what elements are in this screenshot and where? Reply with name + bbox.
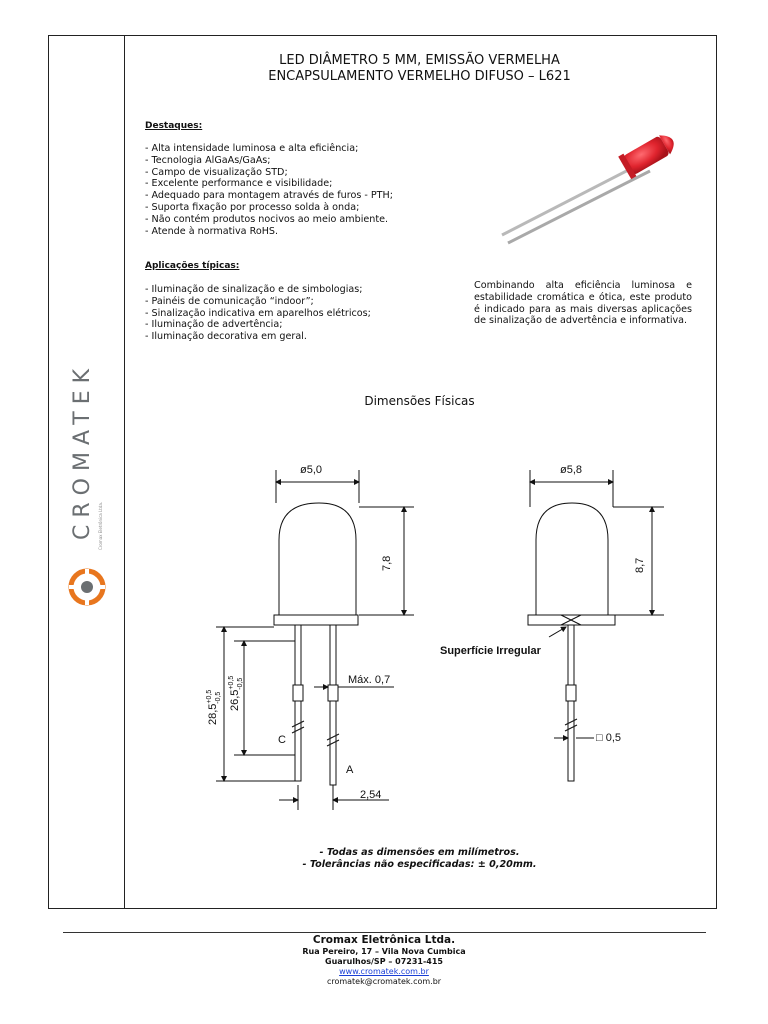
footer-address-1: Rua Pereiro, 17 – Vila Nova Cumbica [302, 947, 466, 956]
list-item: - Sinalização indicativa em aparelhos elétricos; [145, 307, 371, 319]
list-item: - Iluminação de sinalização e de simbologias; [145, 284, 363, 295]
product-description: Combinando alta eficiência luminosa e estabilidade cromática e ótica, este produto é indicado para as mais diversas aplicações de sinalização de advertência e informativa. [474, 280, 692, 327]
list-item: - Adequado para montagem através de furos - PTH; [145, 190, 393, 202]
brand-name: CROMATEK [70, 361, 95, 540]
list-item: - Campo de visualização STD; [145, 166, 288, 178]
dimension-notes [124, 847, 715, 871]
side-diameter-label: ø5,8 [560, 464, 583, 476]
footer-website-link[interactable]: www.cromatek.com.br [339, 967, 429, 976]
dimensions-title: Dimensões Físicas [364, 394, 475, 408]
title-line-1: LED DIÂMETRO 5 MM, EMISSÃO VERMELHA [279, 53, 560, 68]
cathode-label: C [278, 734, 286, 746]
side-height-label: 8,7 [634, 557, 646, 573]
pitch-label: 2,54 [360, 789, 382, 801]
front-diameter-label: ø5,0 [300, 464, 323, 476]
footer-divider [63, 932, 706, 933]
max-label: Máx. 0,7 [348, 674, 391, 686]
list-item: - Atende à normativa RoHS. [145, 225, 279, 237]
list-item: - Não contém produtos nocivos ao meio ambiente. [145, 213, 389, 225]
brand-emblem-icon [68, 568, 106, 606]
dimension-drawing [124, 415, 715, 835]
list-item: - Iluminação decorativa em geral. [145, 331, 307, 343]
lead-square-label: □ 0,5 [596, 732, 621, 744]
list-item: - Iluminação de advertência; [145, 319, 283, 331]
list-item: - Suporta fixação por processo solda à onda; [145, 201, 360, 213]
brand-tagline: Cromax Eletrônica Ltda. [98, 501, 103, 550]
footer [0, 934, 768, 987]
applications-heading: Aplicações típicas: [145, 261, 240, 271]
title-line-2: ENCAPSULAMENTO VERMELHO DIFUSO – L621 [268, 69, 571, 84]
lead-long-label: $28,5^{+0,5}$ -0,5 [206, 689, 222, 725]
note-tolerance: - Tolerâncias não especificadas: ± 0,20mm. [302, 859, 537, 870]
footer-address-2: Guarulhos/SP – 07231-415 [325, 957, 443, 966]
note-units: - Todas as dimensões em milímetros. [319, 847, 520, 858]
front-height-label: 7,8 [381, 555, 393, 571]
highlights-list [145, 143, 393, 237]
footer-email: cromatek@cromatek.com.br [326, 977, 442, 986]
list-item: - Excelente performance e visibilidade; [145, 178, 333, 190]
led-product-photo [490, 125, 690, 250]
anode-label: A [346, 764, 354, 776]
footer-company: Cromax Eletrônica Ltda. [312, 934, 456, 946]
lead-short-label: $26,5^{+0,5}$ -0,5 [228, 675, 244, 711]
applications-list [145, 284, 371, 343]
surface-label: Superfície Irregular [440, 645, 541, 657]
highlights-heading: Destaques: [145, 121, 203, 131]
list-item: - Tecnologia AlGaAs/GaAs; [145, 154, 271, 166]
list-item: - Alta intensidade luminosa e alta eficiência; [145, 143, 359, 154]
list-item: - Painéis de comunicação “indoor”; [145, 295, 314, 307]
